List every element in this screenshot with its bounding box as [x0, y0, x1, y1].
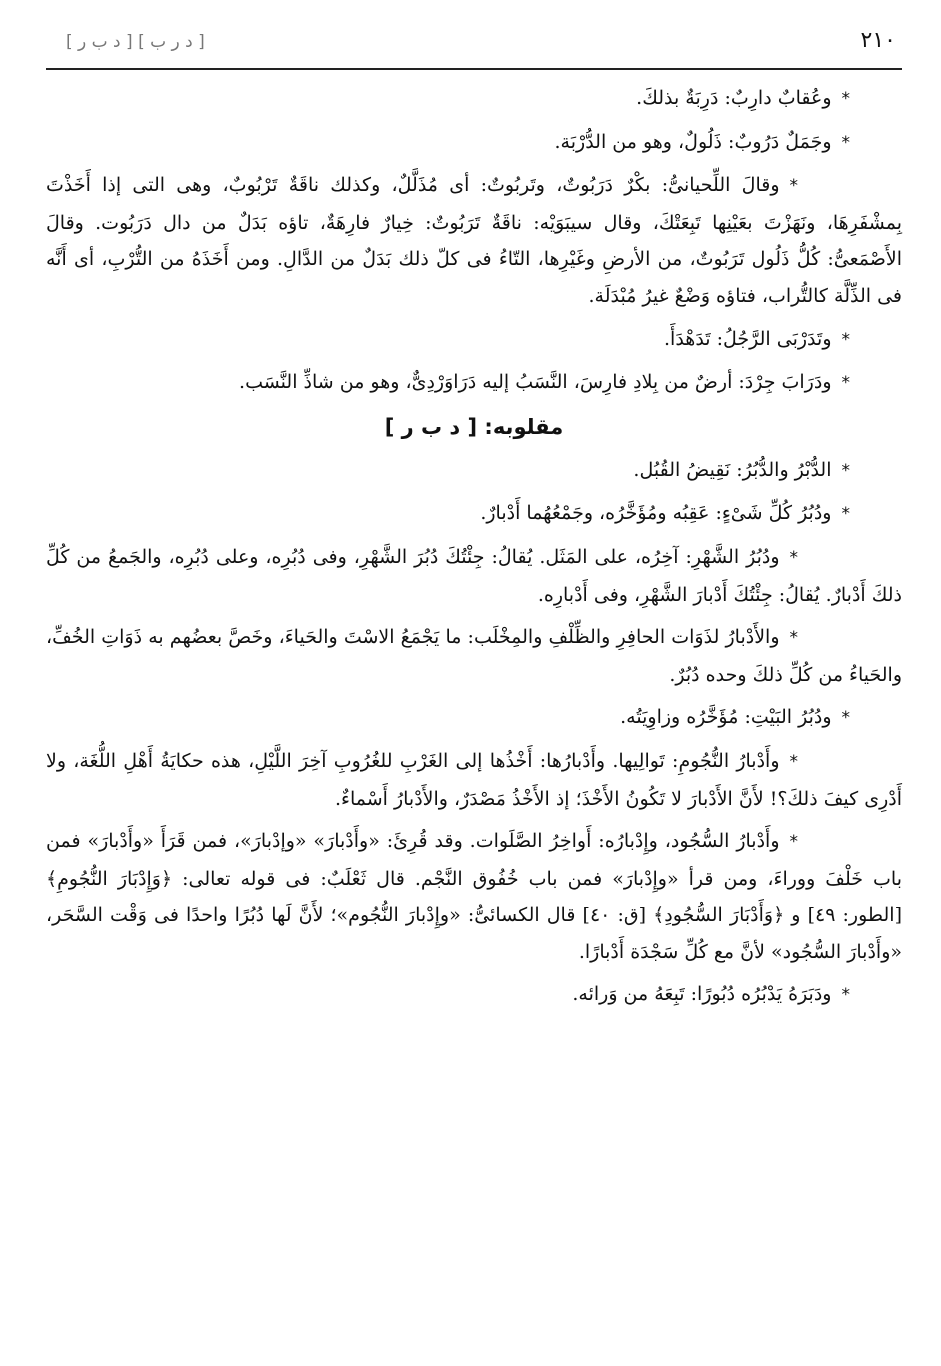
- entry: [46, 364, 902, 402]
- entry-text: ودَبَرَهُ يَدْبُرُه دُبُورًا: تَبِعَهُ من وَرائه.: [572, 983, 832, 1006]
- entry: [46, 321, 902, 359]
- entry: [46, 823, 902, 970]
- asterisk-icon: *: [789, 547, 798, 568]
- entry-text: وعُقابٌ دارِبٌ: دَرِبَةٌ بذلكَ.: [636, 87, 832, 109]
- asterisk-icon: *: [841, 985, 850, 1006]
- entry-text: وتَدَرْبَى الرَّجُلُ: تَدَهْدَأَ.: [664, 327, 832, 350]
- entry-text: والأَدْبارُ لذَوَات الحافِرِ والظِّلْفِ والمِخْلَب: ما يَجْمَعُ الاسْتَ والحَياءَ، وخَصَّ بعضُهم به ذَوَاتِ الخُفِّ، والحَياءُ من كُلِّ ذلكَ وحده دُبُرٌ.: [46, 626, 902, 686]
- asterisk-icon: *: [789, 751, 798, 772]
- entry-text: ودُبُرُ كُلِّ شَىْءٍ: عَقِبُه ومُؤَخَّرُه، وجَمْعُهُما أَدْبارٌ.: [480, 502, 832, 525]
- asterisk-icon: *: [841, 460, 850, 481]
- entry: [46, 619, 902, 693]
- entry: [46, 452, 902, 490]
- asterisk-icon: *: [841, 373, 850, 394]
- asterisk-icon: *: [841, 329, 850, 350]
- entry-text: وجَمَلٌ دَرُوبٌ: ذَلُولٌ، وهو من الدُّرْبَة.: [554, 130, 832, 153]
- entry: [46, 743, 902, 817]
- entry: [46, 976, 902, 1014]
- asterisk-icon: *: [789, 832, 798, 853]
- section-heading: مقلوبه: [ د ب ر ]: [384, 414, 564, 439]
- entry-text: وأَدْبارُ النُّجُومِ: تَوالِيها. وأَدْبارُها: أَخْذُها إلى الغَرْبِ للغُرُوبِ آخِرَ اللَّيْلِ، هذه حكايَةُ أَهْلِ اللُّغَة، ولا أَدْرِى كيفَ ذلكَ؟! لأَنَّ الأَدْبارَ لا تَكُونُ الأَخْذَ؛ إذ الأَخْذُ مَصْدَرٌ، والأَدْبارُ أَسْماءٌ.: [46, 749, 902, 810]
- entry: [46, 539, 902, 613]
- asterisk-icon: *: [789, 628, 798, 649]
- entry-text: وأَدْبارُ السُّجُود، وإِدْبارُه: أَواخِرُ الصَّلَوات. وقد قُرِئَ: «وأَدْبارَ» «وإدْبارَ»، فمن قَرَأَ «وأَدْبارَ» فمن باب خَلْفَ ووراءَ، ومن قرأ «وإِدْبارَ» فمن باب خُفُوق النَّجْم. قال ثَعْلَبٌ: فى قوله تعالى: ﴿وَإِدْبَارَ النُّجُومِ﴾ [الطور: ٤٩] و ﴿وَأَدْبَارَ السُّجُودِ﴾ [ق: ٤٠] قال الكسائىُّ: «وإِدْبارَ النُّجُوم»؛ لأَنَّ لَها دُبُرًا واحدًا فى وَقْت السَّحَر، «وأَدْبارَ السُّجُود» لأنَّ مع كُلِّ سَجْدَة أَدْبارًا.: [46, 830, 902, 963]
- header-divider: [46, 68, 902, 70]
- entry-text: وقالَ اللِّحيانىُّ: بكْرٌ دَرَبُوتٌ، وتَربُوتٌ: أى مُذَلَّلٌ، وكذلك ناقَةٌ تَرْبُوبٌ، وهى التى إذا أَخَذْتَ بِمشْفَرِهَا، ونَهَزْتَ بعَيْنِها تَبِعَتْكَ، وقال سيبَوَيْه: ناقَةٌ تَرَبُوتٌ: خِيارٌ فارِهَةٌ، تاؤه بَدَلٌ من دال دَرَبُوت. وقالَ الأَصْمَعىُّ: كُلُّ ذَلُول تَرَبُوتٌ، من الأرضِ وغَيْرِها، التّاءُ فى كلّ ذلك بَدَلٌ من الدَّالِ. ومن أَخَذَهُ من التُّرْبِ، أى أَنَّه فى الذِّلَّة كالتُّراب، فتاؤه وَضْعٌ غيرُ مُبْدَلَة.: [46, 174, 902, 307]
- entry: [46, 167, 902, 314]
- entry-text: ودَرَابَ جِرْدَ: أرضٌ من بِلادِ فارِسَ، النَّسَبُ إليه دَرَاوَرْدِىٌّ، وهو من شاذِّ النَّسَب.: [239, 371, 832, 394]
- asterisk-icon: *: [841, 708, 850, 729]
- entry: [46, 495, 902, 533]
- entry: [46, 80, 902, 118]
- asterisk-icon: *: [841, 89, 850, 109]
- entry-text: ودُبُرُ البَيْتِ: مُؤَخَّرُه وزاوِيَتُه.: [620, 706, 832, 729]
- page-number: ٢١٠: [860, 28, 896, 53]
- asterisk-icon: *: [789, 176, 798, 197]
- asterisk-icon: *: [841, 504, 850, 525]
- entry-text: الدُّبْرُ والدُّبُرُ: نَقِيضُ القُبُل.: [633, 458, 832, 481]
- entry-text: ودُبُرُ الشَّهْرِ: آخِرُه، على المَثَل. يُقالُ: جِئْتُكَ دُبُرَ الشَّهْرِ، وفى دُبُرِه، وعلى دُبُرِه، والجَمعُ من كُلِّ ذلكَ أَدْبارٌ. يُقالُ: جِئْتُكَ أَدْبارَ الشَّهْرِ، وفى أَدْبارِه.: [46, 545, 902, 606]
- entry: [46, 124, 902, 162]
- running-head: [ د ر ب ] [ د ب ر ]: [66, 32, 205, 52]
- asterisk-icon: *: [841, 132, 850, 153]
- entry: [46, 699, 902, 737]
- page-body: [46, 80, 902, 1020]
- page-header: [46, 28, 902, 64]
